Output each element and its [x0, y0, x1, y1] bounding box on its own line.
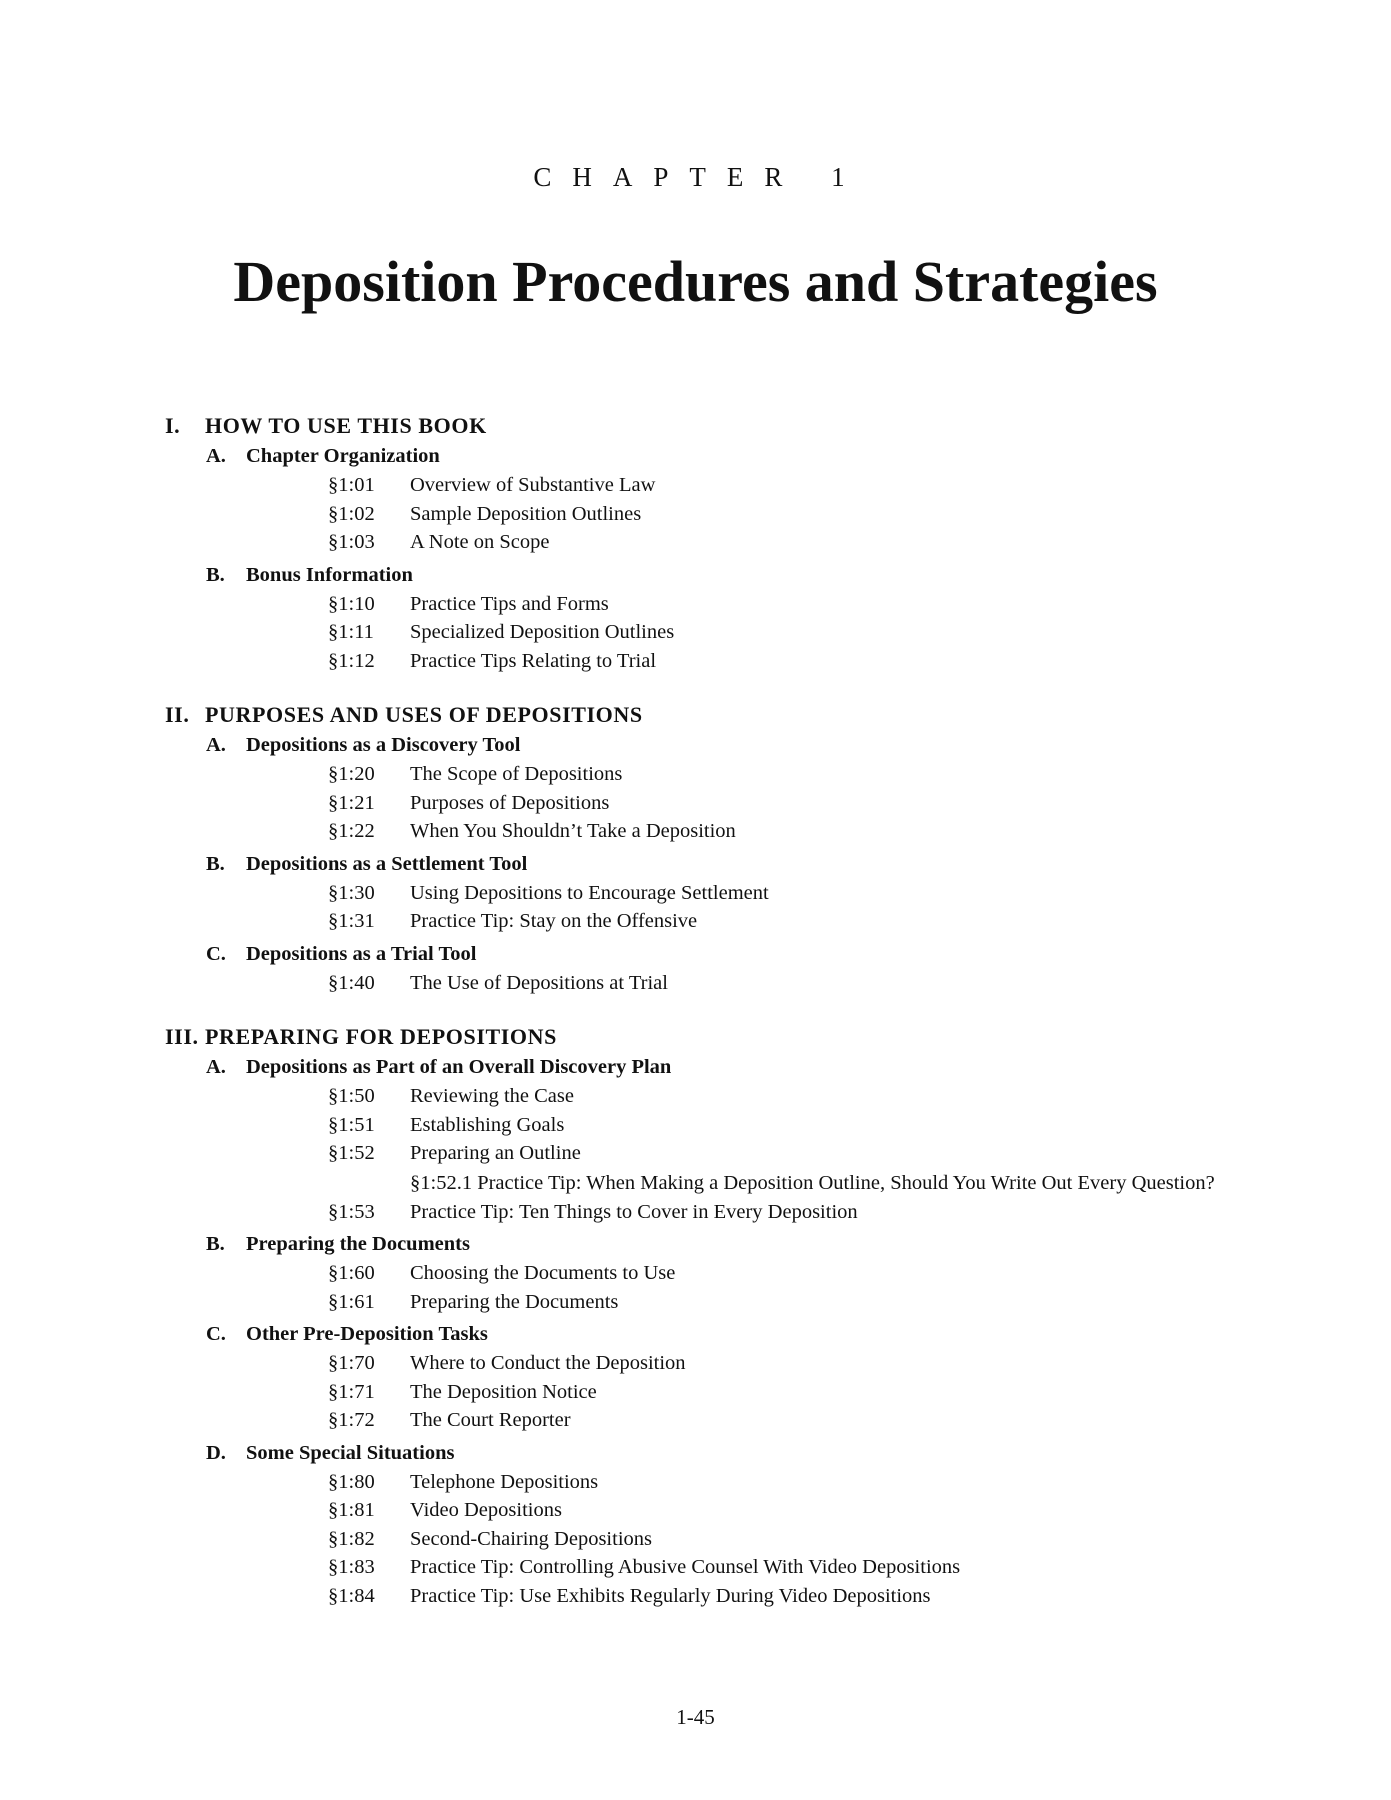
- part-heading: [165, 699, 1285, 731]
- section-title: Preparing an Outline: [410, 1142, 581, 1164]
- section-title: Practice Tips Relating to Trial: [410, 649, 657, 672]
- toc-subsection: [165, 850, 1285, 936]
- toc-entry: [165, 1406, 1285, 1435]
- part-number: III.: [165, 1024, 199, 1049]
- section-title: Practice Tip: Stay on the Offensive: [410, 910, 698, 932]
- toc-entry: [165, 471, 1285, 500]
- toc-entry: [165, 1139, 1285, 1168]
- section-number: §1:03: [328, 531, 375, 553]
- section-title: Practice Tip: Ten Things to Cover in Every Deposition: [410, 1200, 858, 1223]
- toc-subsection: [165, 731, 1285, 846]
- section-title: Establishing Goals: [410, 1113, 565, 1136]
- section-title: Choosing the Documents to Use: [410, 1262, 676, 1284]
- section-title: Where to Conduct the Deposition: [410, 1352, 686, 1374]
- subsection-letter: B.: [206, 852, 225, 875]
- section-number: §1:50: [328, 1085, 375, 1107]
- toc-part: [165, 410, 1285, 675]
- section-title: A Note on Scope: [410, 531, 550, 553]
- subsection-letter: A.: [206, 445, 226, 467]
- subsection-title: Some Special Situations: [246, 1441, 455, 1464]
- section-number: §1:21: [328, 791, 375, 814]
- toc-subsection: [165, 1230, 1285, 1316]
- part-heading: [165, 410, 1285, 442]
- subsection-heading: [165, 442, 1285, 471]
- section-title: When You Shouldn’t Take a Deposition: [410, 820, 736, 842]
- toc-entry: [165, 1198, 1285, 1227]
- part-number: II.: [165, 702, 190, 727]
- section-number: §1:40: [328, 971, 375, 994]
- section-title: Second-Chairing Depositions: [410, 1527, 652, 1550]
- section-number: §1:52: [328, 1142, 375, 1164]
- toc-entry: [165, 817, 1285, 846]
- subsection-heading: [165, 731, 1285, 760]
- subsection-entry-text: §1:52.1 Practice Tip: When Making a Deposition Outline, Should You Write Out Every Question?: [410, 1171, 1215, 1194]
- subsection-heading: [165, 940, 1285, 969]
- subsection-title: Other Pre-Deposition Tasks: [246, 1323, 488, 1345]
- subsection-letter: A.: [206, 1056, 226, 1078]
- section-number: §1:11: [328, 621, 374, 643]
- toc-subsection: [165, 561, 1285, 676]
- toc-entry: [165, 1525, 1285, 1554]
- section-number: §1:20: [328, 763, 375, 785]
- toc-entry: [165, 618, 1285, 647]
- section-number: §1:70: [328, 1352, 375, 1374]
- page-number: 1-45: [676, 1705, 715, 1729]
- toc-subsection: [165, 1439, 1285, 1611]
- section-title: Telephone Depositions: [410, 1470, 599, 1493]
- subsection-title: Depositions as Part of an Overall Discovery Plan: [246, 1056, 672, 1078]
- toc-entry: [165, 1288, 1285, 1317]
- section-title: Overview of Substantive Law: [410, 474, 656, 496]
- section-title: Specialized Deposition Outlines: [410, 621, 675, 643]
- toc-entry: [165, 969, 1285, 998]
- subsection-letter: C.: [206, 942, 226, 965]
- subsection-title: Depositions as a Settlement Tool: [246, 852, 528, 875]
- section-number: §1:71: [328, 1380, 375, 1403]
- toc-entry: [165, 789, 1285, 818]
- section-number: §1:01: [328, 474, 375, 496]
- subsection-heading: [165, 1053, 1285, 1082]
- subsection-heading: [165, 850, 1285, 879]
- section-title: The Use of Depositions at Trial: [410, 971, 668, 994]
- toc-entry: [165, 528, 1285, 557]
- section-number: §1:80: [328, 1470, 375, 1493]
- toc-entry: [165, 590, 1285, 619]
- part-number: I.: [165, 413, 181, 438]
- toc-entry: [165, 647, 1285, 676]
- subsection-heading: [165, 1320, 1285, 1349]
- section-number: §1:22: [328, 820, 375, 842]
- section-title: Practice Tip: Use Exhibits Regularly During Video Depositions: [410, 1584, 931, 1607]
- subsection-heading: [165, 561, 1285, 590]
- subsection-letter: A.: [206, 734, 226, 756]
- toc-subsection: [165, 442, 1285, 557]
- section-number: §1:53: [328, 1200, 375, 1223]
- section-title: Practice Tip: Controlling Abusive Counsel With Video Depositions: [410, 1556, 961, 1578]
- part-title: PREPARING FOR DEPOSITIONS: [205, 1024, 557, 1049]
- toc-subsection: [165, 1320, 1285, 1435]
- section-number: §1:10: [328, 592, 375, 615]
- part-title: PURPOSES AND USES OF DEPOSITIONS: [205, 702, 643, 727]
- section-title: The Court Reporter: [410, 1409, 571, 1431]
- section-number: §1:30: [328, 881, 375, 904]
- section-number: §1:31: [328, 910, 375, 932]
- toc-entry: [165, 500, 1285, 529]
- toc-entry: [165, 1111, 1285, 1140]
- section-number: §1:82: [328, 1527, 375, 1550]
- section-title: Sample Deposition Outlines: [410, 502, 642, 525]
- toc-entry: [165, 1082, 1285, 1111]
- section-number: §1:51: [328, 1113, 375, 1136]
- section-number: §1:81: [328, 1499, 375, 1521]
- toc-entry: [165, 760, 1285, 789]
- toc-subsection: [165, 1053, 1285, 1226]
- toc-entry: [165, 1553, 1285, 1582]
- section-title: The Scope of Depositions: [410, 763, 623, 785]
- section-number: §1:02: [328, 502, 375, 525]
- toc-entry: [165, 1468, 1285, 1497]
- section-title: Reviewing the Case: [410, 1085, 574, 1107]
- toc-part: [165, 1021, 1285, 1610]
- subsection-title: Bonus Information: [246, 563, 413, 586]
- toc-subentry: [165, 1171, 1285, 1195]
- page-title: Deposition Procedures and Strategies: [233, 249, 1158, 314]
- subsection-letter: B.: [206, 563, 225, 586]
- section-title: Preparing the Documents: [410, 1290, 619, 1313]
- section-title: Practice Tips and Forms: [410, 592, 609, 615]
- toc-part: [165, 699, 1285, 997]
- section-title: The Deposition Notice: [410, 1380, 597, 1403]
- toc-entry: [165, 1582, 1285, 1611]
- chapter-label: CHAPTER 1: [533, 162, 866, 192]
- section-number: §1:72: [328, 1409, 375, 1431]
- subsection-letter: C.: [206, 1323, 226, 1345]
- section-title: Using Depositions to Encourage Settlement: [410, 881, 769, 904]
- subsection-title: Chapter Organization: [246, 445, 440, 467]
- subsection-title: Preparing the Documents: [246, 1233, 470, 1255]
- toc-entry: [165, 907, 1285, 936]
- subsection-title: Depositions as a Trial Tool: [246, 942, 477, 965]
- section-number: §1:84: [328, 1584, 375, 1607]
- section-number: §1:61: [328, 1290, 375, 1313]
- subsection-title: Depositions as a Discovery Tool: [246, 734, 521, 756]
- toc-subsection: [165, 940, 1285, 998]
- toc-entry: [165, 1496, 1285, 1525]
- section-title: Video Depositions: [410, 1499, 562, 1521]
- section-number: §1:83: [328, 1556, 375, 1578]
- toc-entry: [165, 879, 1285, 908]
- part-title: HOW TO USE THIS BOOK: [205, 413, 487, 438]
- subsection-letter: D.: [206, 1441, 226, 1464]
- subsection-heading: [165, 1439, 1285, 1468]
- section-title: Purposes of Depositions: [410, 791, 610, 814]
- toc-entry: [165, 1349, 1285, 1378]
- part-heading: [165, 1021, 1285, 1053]
- section-number: §1:12: [328, 649, 375, 672]
- section-number: §1:60: [328, 1262, 375, 1284]
- toc-entry: [165, 1378, 1285, 1407]
- toc-entry: [165, 1259, 1285, 1288]
- subsection-letter: B.: [206, 1233, 225, 1255]
- subsection-heading: [165, 1230, 1285, 1259]
- table-of-contents: [165, 410, 1285, 1634]
